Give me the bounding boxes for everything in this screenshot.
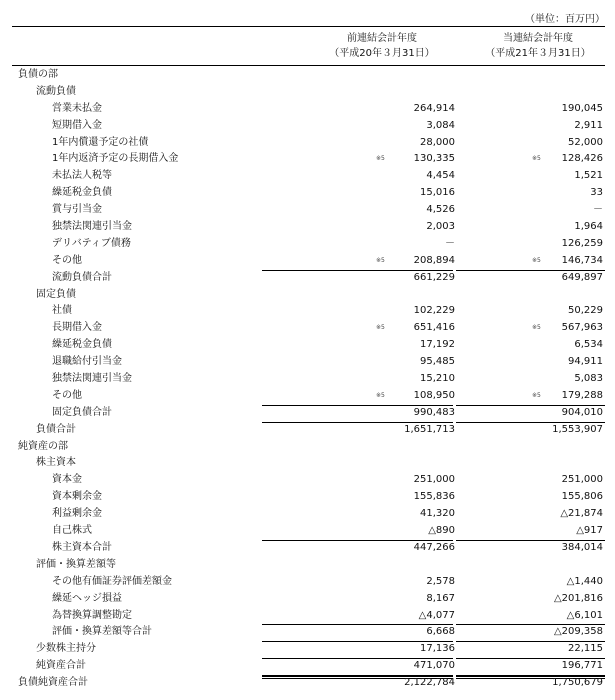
value-previous-year: 990,483 <box>413 406 455 418</box>
value-current-year: 33 <box>590 187 603 199</box>
row-label: 流動負債合計 <box>52 271 112 283</box>
row-label: 営業未払金 <box>52 102 102 114</box>
value-current-year: 649,897 <box>561 271 603 283</box>
table-row <box>12 591 605 608</box>
table-row <box>12 219 605 236</box>
footnote-ref-previous: ※5 <box>376 324 385 332</box>
value-previous-year: 251,000 <box>413 474 455 486</box>
table-row <box>12 135 605 152</box>
value-current-year: 126,259 <box>561 237 603 249</box>
row-label: 独禁法関連引当金 <box>52 373 132 385</box>
table-row <box>12 608 605 625</box>
table-row <box>12 253 605 270</box>
value-previous-year: 264,914 <box>413 102 455 114</box>
row-label: 短期借入金 <box>52 119 102 131</box>
table-row <box>12 574 605 591</box>
value-current-year: 1,553,907 <box>552 423 603 435</box>
row-label: その他有価証券評価差額金 <box>52 575 172 587</box>
row-label: 流動負債 <box>36 85 76 97</box>
table-row <box>12 624 605 641</box>
value-previous-year: 102,229 <box>413 305 455 317</box>
value-current-year: 52,000 <box>568 136 603 148</box>
value-current-year: 94,911 <box>568 356 603 368</box>
column-header-current-date: （平成21年３月31日） <box>485 48 591 59</box>
table-row <box>12 185 605 202</box>
row-label: 株主資本 <box>36 457 76 469</box>
row-label: 純資産の部 <box>18 440 68 452</box>
table-row <box>12 168 605 185</box>
table-row <box>12 303 605 320</box>
table-row <box>12 151 605 168</box>
value-previous-year: 6,668 <box>426 626 455 638</box>
value-current-year: 251,000 <box>561 474 603 486</box>
row-label: その他 <box>52 389 82 401</box>
footnote-ref-current: ※5 <box>532 155 541 163</box>
table-row <box>12 270 605 287</box>
value-current-year: 1,521 <box>574 170 603 182</box>
table-row <box>12 118 605 135</box>
table-row <box>12 405 605 422</box>
row-label: 固定負債合計 <box>52 406 112 418</box>
value-previous-year: 4,526 <box>426 204 455 216</box>
row-label: 未払法人税等 <box>52 170 112 182</box>
row-label: 資本剰余金 <box>52 491 102 503</box>
column-header-current-year <box>468 31 608 61</box>
table-row <box>12 236 605 253</box>
value-previous-year: 17,192 <box>420 339 455 351</box>
row-label: 評価・換算差額等 <box>36 558 116 570</box>
value-previous-year: 41,320 <box>420 508 455 520</box>
footnote-ref-previous: ※5 <box>376 155 385 163</box>
row-label: 資本金 <box>52 474 82 486</box>
row-label: 評価・換算差額等合計 <box>52 626 152 638</box>
value-current-year: 155,806 <box>561 491 603 503</box>
value-previous-year: 130,335 <box>413 153 455 165</box>
table-row <box>12 506 605 523</box>
row-label: 為替換算調整勘定 <box>52 609 132 621</box>
value-current-year: 567,963 <box>561 322 603 334</box>
value-previous-year: 2,122,784 <box>404 677 455 689</box>
row-label: 少数株主持分 <box>36 643 96 655</box>
row-label: 負債合計 <box>36 423 76 435</box>
value-current-year: 50,229 <box>568 305 603 317</box>
value-current-year: 5,083 <box>574 373 603 385</box>
row-label: 繰延ヘッジ損益 <box>52 592 122 604</box>
value-current-year: 128,426 <box>561 153 603 165</box>
footnote-ref-current: ※5 <box>532 391 541 399</box>
row-label: 賞与引当金 <box>52 204 102 216</box>
table-row <box>12 455 605 472</box>
table-row <box>12 320 605 337</box>
value-previous-year: △890 <box>428 525 455 537</box>
subtotal-rule <box>262 624 453 625</box>
footnote-ref-current: ※5 <box>532 256 541 264</box>
table-row <box>12 337 605 354</box>
column-header-previous-date: （平成20年３月31日） <box>329 48 435 59</box>
value-current-year: 6,534 <box>574 339 603 351</box>
column-header-previous-year <box>312 31 452 61</box>
unit-label: （単位：百万円） <box>525 14 605 25</box>
row-label: 固定負債 <box>36 288 76 300</box>
value-previous-year: 447,266 <box>413 541 455 553</box>
value-current-year: 2,911 <box>574 119 603 131</box>
table-row <box>12 489 605 506</box>
table-row <box>12 388 605 405</box>
row-label: 負債の部 <box>18 69 58 80</box>
value-previous-year: 155,836 <box>413 491 455 503</box>
table-row <box>12 540 605 557</box>
balance-sheet-table <box>12 67 605 692</box>
row-label: デリバティブ債務 <box>52 237 131 249</box>
value-previous-year: 28,000 <box>420 136 455 148</box>
value-current-year: △21,874 <box>560 508 603 520</box>
column-header-current-title: 当連結会計年度 <box>503 33 573 44</box>
row-label: 繰延税金負債 <box>52 187 112 199</box>
table-row <box>12 354 605 371</box>
value-current-year: 1,964 <box>574 221 603 233</box>
value-previous-year: △4,077 <box>418 609 455 621</box>
row-label: 長期借入金 <box>52 322 102 334</box>
value-previous-year: 651,416 <box>413 322 455 334</box>
value-previous-year: 208,894 <box>413 254 455 266</box>
value-current-year: 384,014 <box>561 541 603 553</box>
table-row <box>12 641 605 658</box>
row-label: 自己株式 <box>52 525 92 537</box>
value-previous-year: 15,016 <box>420 187 455 199</box>
value-previous-year: 108,950 <box>413 389 455 401</box>
value-previous-year: 1,651,713 <box>404 423 455 435</box>
value-current-year: △917 <box>576 525 603 537</box>
value-current-year: △6,101 <box>566 609 603 621</box>
table-row <box>12 472 605 489</box>
value-current-year: △1,440 <box>566 575 603 587</box>
value-current-year: － <box>593 204 603 216</box>
value-previous-year: 471,070 <box>413 660 455 672</box>
value-current-year: 196,771 <box>561 660 603 672</box>
value-previous-year: 4,454 <box>426 170 455 182</box>
value-current-year: 904,010 <box>561 406 603 418</box>
value-previous-year: 8,167 <box>426 592 455 604</box>
row-label: 社債 <box>52 305 72 317</box>
value-current-year: △209,358 <box>553 626 603 638</box>
value-current-year: △201,816 <box>553 592 603 604</box>
value-current-year: 190,045 <box>561 102 603 114</box>
row-label: 1年内償還予定の社債 <box>52 136 149 148</box>
table-row <box>12 287 605 304</box>
value-current-year: 22,115 <box>568 643 603 655</box>
table-row <box>12 202 605 219</box>
footnote-ref-previous: ※5 <box>376 256 385 264</box>
footnote-ref-current: ※5 <box>532 324 541 332</box>
row-label: 繰延税金負債 <box>52 339 112 351</box>
value-current-year: 179,288 <box>561 389 603 401</box>
table-row <box>12 84 605 101</box>
row-label: 独禁法関連引当金 <box>52 221 132 233</box>
table-row <box>12 371 605 388</box>
value-previous-year: － <box>445 237 455 249</box>
value-previous-year: 15,210 <box>420 373 455 385</box>
table-row <box>12 658 605 675</box>
value-previous-year: 3,084 <box>426 119 455 131</box>
table-row <box>12 101 605 118</box>
table-row <box>12 675 605 692</box>
table-row <box>12 523 605 540</box>
value-previous-year: 17,136 <box>420 643 455 655</box>
footnote-ref-previous: ※5 <box>376 391 385 399</box>
value-current-year: 146,734 <box>561 254 603 266</box>
row-label: 株主資本合計 <box>52 541 112 553</box>
value-current-year: 1,750,679 <box>552 677 603 689</box>
row-label: 負債純資産合計 <box>18 677 88 689</box>
value-previous-year: 661,229 <box>413 271 455 283</box>
table-header <box>12 26 605 66</box>
table-row <box>12 67 605 84</box>
row-label: 退職給付引当金 <box>52 356 122 368</box>
value-previous-year: 2,003 <box>426 221 455 233</box>
table-row <box>12 557 605 574</box>
value-previous-year: 95,485 <box>420 356 455 368</box>
row-label: 1年内返済予定の長期借入金 <box>52 153 179 165</box>
value-previous-year: 2,578 <box>426 575 455 587</box>
table-row <box>12 439 605 456</box>
table-row <box>12 422 605 439</box>
row-label: 純資産合計 <box>36 660 86 672</box>
row-label: 利益剰余金 <box>52 508 102 520</box>
column-header-previous-title: 前連結会計年度 <box>347 33 417 44</box>
row-label: その他 <box>52 254 82 266</box>
